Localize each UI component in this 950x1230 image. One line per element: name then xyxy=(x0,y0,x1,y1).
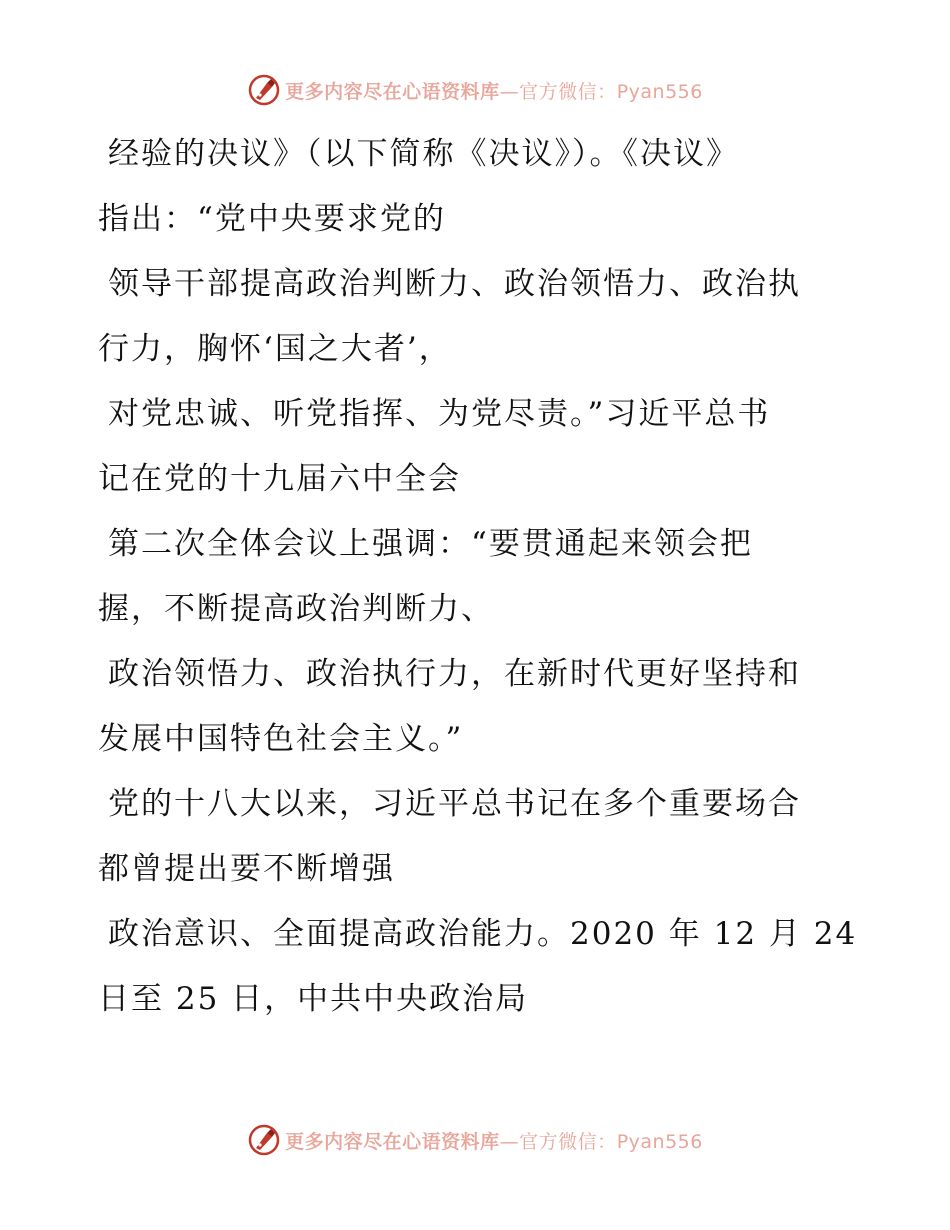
text-line: 发展中国特色社会主义。” xyxy=(98,721,464,757)
text-line: 行力，胸怀‘国之大者’， xyxy=(98,331,452,367)
text-line: 领导干部提高政治判断力、政治领悟力、政治执 xyxy=(108,266,801,302)
watermark-text: 更多内容尽在心语资料库—官方微信：Pyan556 xyxy=(285,80,703,103)
text-line: 第二次全体会议上强调：“要贯通起来领会把 xyxy=(108,526,753,562)
text-line: 党的十八大以来，习近平总书记在多个重要场合 xyxy=(108,786,801,822)
text-line: 都曾提出要不断增强 xyxy=(98,851,395,887)
text-line: 记在党的十九届六中全会 xyxy=(98,461,461,497)
footer-watermark xyxy=(0,1120,950,1160)
pen-nib-logo-icon xyxy=(247,73,281,107)
document-body xyxy=(98,122,858,1032)
text-line: 经验的决议》（以下简称《决议》）。《决议》 xyxy=(108,136,739,172)
header-watermark xyxy=(0,70,950,110)
text-line: 对党忠诚、听党指挥、为党尽责。”习近平总书 xyxy=(108,396,771,432)
text-line: 政治领悟力、政治执行力，在新时代更好坚持和 xyxy=(108,656,801,692)
text-line: 指出：“党中央要求党的 xyxy=(98,201,446,237)
text-line: 握，不断提高政治判断力、 xyxy=(98,591,494,627)
pen-nib-logo-icon xyxy=(247,1123,281,1157)
watermark-text: 更多内容尽在心语资料库—官方微信：Pyan556 xyxy=(285,1130,703,1153)
text-line: 政治意识、全面提高政治能力。2020 年 12 月 24 xyxy=(108,916,858,952)
text-line: 日至 25 日，中共中央政治局 xyxy=(98,981,529,1017)
